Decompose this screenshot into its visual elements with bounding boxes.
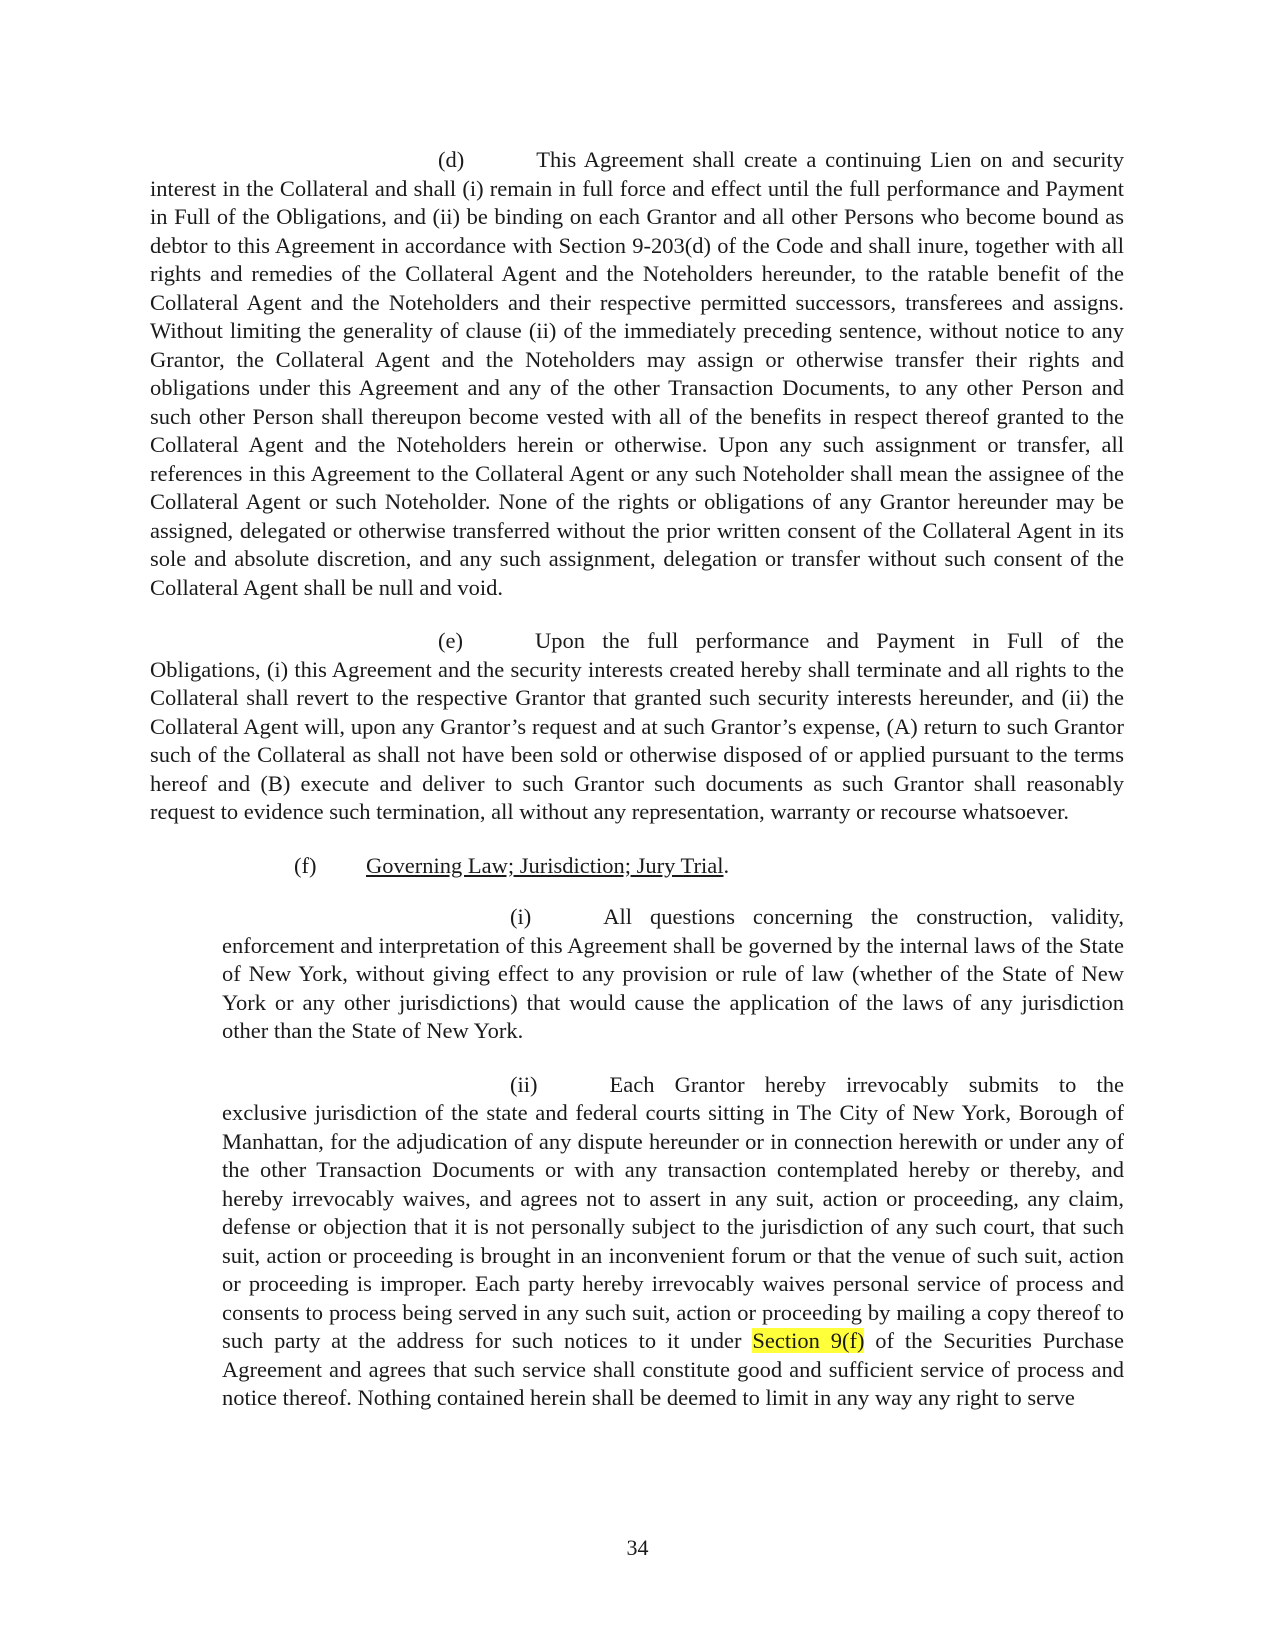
paragraph-e-marker: (e) [438,628,463,653]
subparagraph-ii-text-before: Each Grantor hereby irrevocably submits to the exclusive jurisdiction of the state and federal courts sitting in The City of New York, Borough of Manhattan, for the adjudication of any dispute hereunder or in connection herewith or under any of the other Transaction Documents or with any transaction contemplated hereby or thereby, and hereby irrevocably waives, and agrees not to assert in any suit, action or proceeding, any claim, defense or objection that it is not personally subject to the jurisdiction of any such court, that such suit, action or proceeding is brought in an inconvenient forum or that the venue of such suit, action or proceeding is improper. Each party hereby irrevocably waives personal service of process and consents to process being served in any such suit, action or proceeding by mailing a copy thereof to such party at the address for such notices to it under [222,1071,1124,1353]
subparagraph-ii-marker: (ii) [510,1071,538,1097]
paragraph-f-heading [150,852,1124,881]
page-number: 34 [626,1535,649,1560]
paragraph-f-title: Governing Law; Jurisdiction; Jury Trial [366,852,724,878]
paragraph-e-text: Upon the full performance and Payment in Full of the Obligations, (i) this Agreement and the security interests created hereby shall terminate and all rights to the Collateral shall revert to the respective Grantor that granted such security interests hereunder, and (ii) the Collateral Agent will, upon any Grantor’s request and at such Grantor’s expense, (A) return to such Grantor such of the Collateral as shall not have been sold or otherwise disposed of or applied pursuant to the terms hereof and (B) execute and deliver to such Grantor such documents as such Grantor shall reasonably request to evidence such termination, all without any representation, warranty or recourse whatsoever. [150,628,1124,824]
subparagraph-i-text: All questions concerning the construction, validity, enforcement and interpretation of this Agreement shall be governed by the internal laws of the State of New York, without giving effect to any provision or rule of law (whether of the State of New York or any other jurisdictions) that would cause the application of the laws of any jurisdiction other than the State of New York. [222,904,1124,1043]
document-page [150,146,1124,1438]
subparagraph-i [222,903,1124,1046]
subparagraph-ii-text-after: of the Securities Purchase Agreement and agrees that such service shall constitute good and sufficient service of process and notice thereof. Nothing contained herein shall be deemed to limit in any way any right to serve [222,1328,1124,1410]
highlighted-section-reference: Section 9(f) [752,1328,865,1353]
paragraph-d-marker: (d) [438,147,465,172]
paragraph-f-marker: (f) [294,852,317,878]
subparagraph-ii [222,1071,1124,1413]
paragraph-d-text: This Agreement shall create a continuing Lien on and security interest in the Collateral and shall (i) remain in full force and effect until the full performance and Payment in Full of the Obligations, and (ii) be binding on each Grantor and all other Persons who become bound as debtor to this Agreement in accordance with Section 9-203(d) of the Code and shall inure, together with all rights and remedies of the Collateral Agent and the Noteholders hereunder, to the ratable benefit of the Collateral Agent and the Noteholders and their respective permitted successors, transferees and assigns. Without limiting the generality of clause (ii) of the immediately preceding sentence, without notice to any Grantor, the Collateral Agent and the Noteholders may assign or otherwise transfer their rights and obligations under this Agreement and any of the other Transaction Documents, to any other Person and such other Person shall thereupon become vested with all of the benefits in respect thereof granted to the Collateral Agent and the Noteholders herein or otherwise. Upon any such assignment or transfer, all references in this Agreement to the Collateral Agent or any such Noteholder shall mean the assignee of the Collateral Agent or such Noteholder. None of the rights or obligations of any Grantor hereunder may be assigned, delegated or otherwise transferred without the prior written consent of the Collateral Agent in its sole and absolute discretion, and any such assignment, delegation or transfer without such consent of the Collateral Agent shall be null and void. [150,147,1124,600]
paragraph-f-suffix: . [723,852,730,878]
paragraph-e [150,627,1124,827]
paragraph-d [150,146,1124,602]
subparagraph-i-marker: (i) [510,904,532,929]
